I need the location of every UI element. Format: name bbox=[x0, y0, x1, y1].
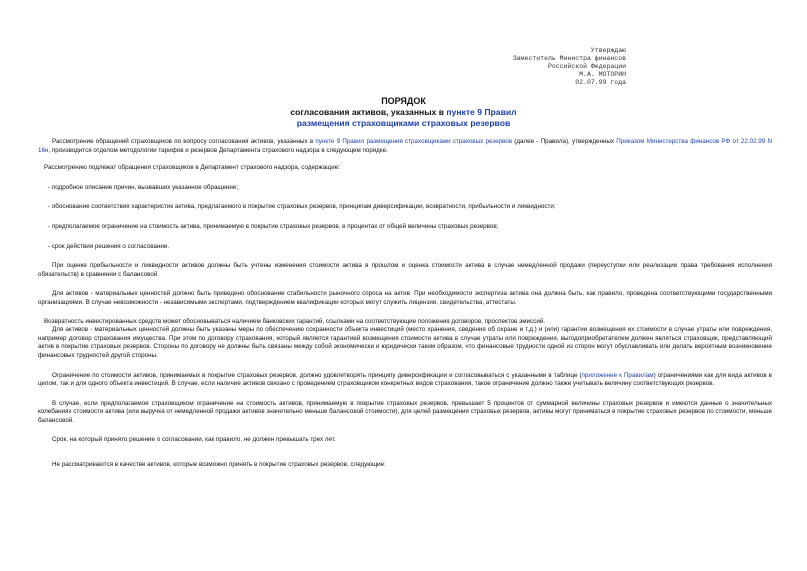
paragraph-text: Рассмотрение обращений страховщиков по вопросу согласования активов, указанных в bbox=[52, 138, 316, 145]
title-main: ПОРЯДОК bbox=[381, 96, 426, 106]
approval-line: М.А. МОТОРИН bbox=[579, 71, 626, 78]
document-body bbox=[38, 138, 772, 470]
approval-block bbox=[513, 47, 626, 87]
rules-link[interactable]: пункте 9 Правил размещения страховщиками страховых резервов bbox=[315, 138, 513, 145]
paragraph-text: , производится отделом методологии тарифов и резервов Департамента страхового надзора в следующем порядке. bbox=[48, 146, 388, 154]
paragraph: В случае, если предполагаемое страховщиком ограничение на стоимость активов, принимаемую в покрытие страховых резервов, превышает 5 процентов от суммарной величины страховых резервов и имеются данные о значительных колебаниях стоимости актива (или выручка от немедленной продажи активов значительно меньше балансовой стоимости), для целей размещения страховых резервов, активы могут приниматься в покрытие страховых резервов по стоимости, меньше балансовой. bbox=[38, 399, 772, 424]
paragraph: Для активов - материальных ценностей должны быть указаны меры по обеспечению сохранности объекта инвестиций (место хранения, сведения об охране и т.д.) и (или) гарантии возмещения их стоимости в случае утраты или повреждения, например договор страхования имущества. При этом по договору страхования, который является гарантией возмещения стоимости актива в случае утраты или повреждения, выгодоприобретателем должен являться страховщик, представляющий актив в покрытие страховых резервов. Стороны по договору не должны быть связаны между собой экономически и юридически таким образом, что финансовые трудности одной из сторон могут обуславливать или делать вероятным возникновение финансовых трудностей другой стороны. bbox=[38, 326, 772, 359]
rules-point-9-link[interactable]: пункте 9 Правил bbox=[446, 107, 517, 117]
rules-title-link[interactable]: размещения страховщиками страховых резервов bbox=[296, 118, 511, 128]
appendix-link[interactable]: приложение к Правилам bbox=[581, 371, 654, 379]
paragraph: Не рассматриваются в качестве активов, которые возможно принять в покрытие страховых резервов, следующие: bbox=[52, 461, 386, 469]
paragraph: Рассмотрению подлежат обращения страховщиков в Департамент страхового надзора, содержащие: bbox=[44, 164, 340, 172]
approval-line: 02.07.99 года bbox=[575, 79, 626, 86]
paragraph bbox=[38, 372, 772, 389]
paragraph-text: (далее - Правила), утвержденных bbox=[512, 138, 617, 145]
paragraph: Срок, на который принято решение о согласовании, как правило, не должен превышать трех лет. bbox=[52, 436, 336, 444]
paragraph-text: ) ограничениями как для вида активов в целом, так и для одного объекта инвестиций. В случае, если наличие активов связано с проведением страховщиком конкретных видов страхования, такое ограничение должно также учитывать величину соответствующих резервов. bbox=[38, 371, 772, 388]
title-text: согласования активов, указанных в bbox=[290, 107, 447, 117]
paragraph: Для активов - материальных ценностей должно быть приведено обоснование стабильности рыночного спроса на актив. При необходимости экспертиза актива она должна быть, как правило, проведена соответствующими государственными организациями. В случае невозможности - независимыми экспертами, подтверждением квалификации которых могут служить лицензии, свидетельства, аттестаты. bbox=[38, 290, 772, 306]
approval-line: Российской Федерации bbox=[547, 63, 626, 70]
list-item: - предполагаемое ограничение на стоимость актива, принимаемую в покрытие страховых резервов, в процентах от общей величины страховых резервов; bbox=[48, 222, 499, 230]
approval-line: Утверждаю bbox=[590, 47, 626, 54]
approval-line: Заместитель Министра финансов bbox=[512, 55, 626, 62]
list-item: - обоснование соответствия характеристик актива, предлагаемого в покрытие страховых резервов, принципам диверсификации, возвратности, прибыльности и ликвидности; bbox=[48, 203, 556, 211]
list-item: - срок действия решения о согласовании. bbox=[48, 242, 170, 250]
paragraph: Возвратность инвестированных средств может обосновываться наличием банковских гарантий, ссылками на соответствующие положения договоров, проспектов эмиссий. bbox=[44, 317, 546, 325]
order-link[interactable]: Приказом Министерства финансов РФ от 22.02.99 N 16н bbox=[38, 138, 772, 154]
document-title bbox=[0, 96, 807, 129]
paragraph bbox=[38, 138, 772, 155]
paragraph-text: Ограничение по стоимости активов, принимаемых в покрытие страховых резервов, должно удовлетворять принципу диверсификации и согласовываться с указанными в таблице ( bbox=[52, 371, 582, 379]
title-line-2 bbox=[0, 107, 807, 118]
list-item: - подробное описание причин, вызвавших указанное обращение; bbox=[48, 183, 239, 191]
paragraph: При оценке прибыльности и ликвидности активов должны быть учтены изменения стоимости актива в прошлом и оценка стоимости актива в случае немедленной продажи (переуступки или реализации права требования исполнения обязательств) в сравнении с балансовой. bbox=[38, 262, 772, 278]
